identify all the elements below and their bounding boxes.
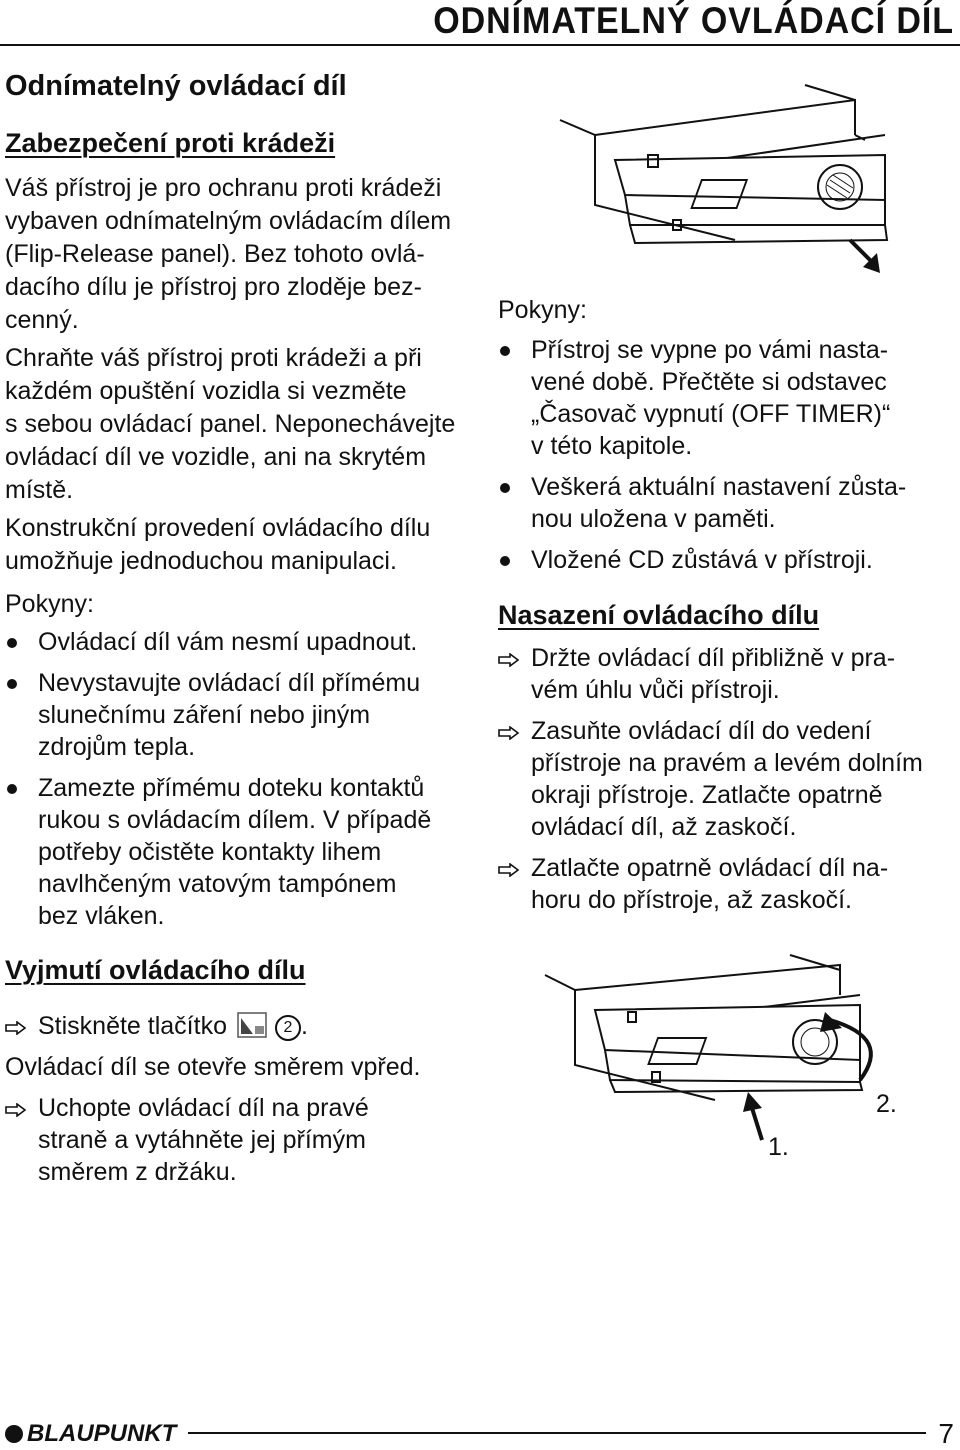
text-line: Konstrukční provedení ovládacího dílu (5, 514, 431, 542)
text-line: Chraňte váš přístroj proti krádeži a při (5, 344, 422, 372)
paragraph-intro (5, 172, 467, 337)
list-item: Vložené CD zůstává v přístroji. (498, 544, 960, 576)
remove-step-list-2 (5, 1092, 467, 1197)
button-number-badge: 2 (275, 1015, 301, 1041)
notes-label-right: Pokyny: (498, 296, 587, 324)
list-item: Zamezte přímému doteku kontaktů rukou s ovládacím dílem. V případě potřeby očistěte kontakty lihem navlhčeným vatovým tampónem bez vláken. (5, 772, 467, 932)
figure-panel-attach (540, 950, 950, 1170)
brand-logo: BLAUPUNKT (5, 1420, 176, 1448)
figure-step-label-2: 2. (876, 1090, 897, 1118)
bullet-icon (500, 483, 510, 493)
list-item: Uchopte ovládací díl na pravé straně a vytáhněte jej přímým směrem z držáku. (5, 1092, 467, 1188)
text-line: umožňuje jednoduchou manipulaci. (5, 547, 397, 575)
release-button-icon (237, 1012, 267, 1038)
bullet-icon (7, 784, 17, 794)
hollow-arrow-icon (498, 726, 520, 740)
notes-label-left: Pokyny: (5, 590, 94, 618)
list-item: Přístroj se vypne po vámi nasta- vené době. Přečtěte si odstavec „Časovač vypnutí (OFF TIMER)“ v této kapitole. (498, 334, 960, 462)
text-line: (Flip-Release panel). Bez tohoto ovlá- (5, 240, 425, 268)
text-line: s sebou ovládací panel. Neponechávejte (5, 410, 456, 438)
list-item: Nevystavujte ovládací díl přímému slunečnímu záření nebo jiným zdrojům tepla. (5, 667, 467, 763)
list-item: Stiskněte tlačítko 2 . (5, 1010, 467, 1042)
bullet-icon (7, 679, 17, 689)
paragraph-protection (5, 342, 467, 507)
footer-rule (188, 1432, 926, 1434)
bullet-icon (500, 556, 510, 566)
hollow-arrow-icon (498, 653, 520, 667)
subheading-theft-protection: Zabezpečení proti krádeži (5, 128, 336, 158)
notes-list-left (5, 626, 467, 941)
list-item: Držte ovládací díl přibližně v pra- vém úhlu vůči přístroji. (498, 642, 960, 706)
text-line: vybaven odnímatelným ovládacím dílem (5, 207, 452, 235)
remove-result-text: Ovládací díl se otevře směrem vpřed. (5, 1053, 421, 1081)
hollow-arrow-icon (5, 1021, 27, 1035)
list-item: Veškerá aktuální nastavení zůsta- nou uložena v paměti. (498, 471, 960, 535)
figure-step-label-1: 1. (768, 1133, 789, 1161)
logo-dot-icon (5, 1425, 23, 1443)
text-line: každém opuštění vozidla si vezměte (5, 377, 407, 405)
header-rule (0, 44, 960, 46)
page-header-title: ODNÍMATELNÝ OVLÁDACÍ DÍL (433, 0, 954, 41)
notes-list-right (498, 334, 960, 585)
list-item: Zasuňte ovládací díl do vedení přístroje na pravém a levém dolním okraji přístroje. Zatlačte opatrně ovládací díl, až zaskočí. (498, 715, 960, 843)
figure-panel-open (555, 75, 955, 285)
subheading-attach: Nasazení ovládacího dílu (498, 600, 820, 630)
section-title: Odnímatelný ovládací díl (5, 70, 347, 102)
subheading-removal: Vyjmutí ovládacího dílu (5, 955, 306, 985)
text-line: cenný. (5, 306, 79, 334)
attach-steps-list (498, 642, 960, 925)
hollow-arrow-icon (5, 1103, 27, 1117)
text-line: Váš přístroj je pro ochranu proti krádeži (5, 174, 442, 202)
bullet-icon (500, 346, 510, 356)
list-item: Ovládací díl vám nesmí upadnout. (5, 626, 467, 658)
text-line: dacího dílu je přístroj pro zloděje bez- (5, 273, 422, 301)
paragraph-construction (5, 512, 467, 578)
page-number: 7 (938, 1418, 954, 1449)
bullet-icon (7, 638, 17, 648)
text-line: ovládací díl ve vozidle, ani na skrytém (5, 443, 427, 471)
remove-step-list-1 (5, 1010, 467, 1051)
hollow-arrow-icon (498, 863, 520, 877)
list-item: Zatlačte opatrně ovládací díl na- horu do přístroje, až zaskočí. (498, 852, 960, 916)
text-line: místě. (5, 476, 74, 504)
